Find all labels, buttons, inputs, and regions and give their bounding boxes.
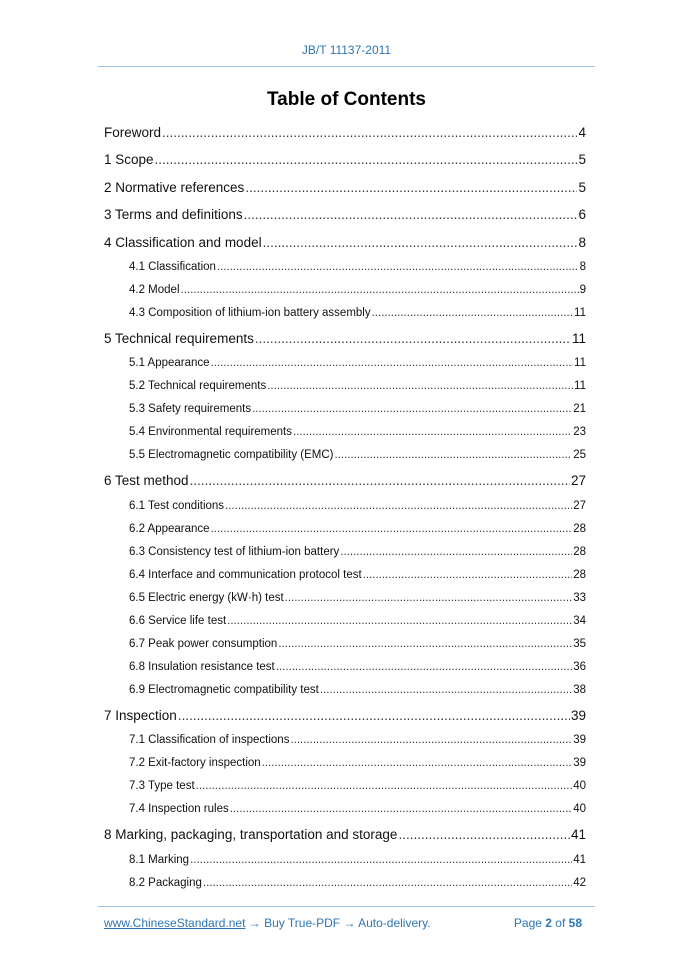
toc-dot-leader bbox=[335, 444, 573, 467]
toc-dot-leader bbox=[255, 325, 571, 352]
toc-entry-label: 4.2 Model bbox=[129, 283, 180, 296]
toc-dot-leader bbox=[340, 541, 572, 564]
of-label: of bbox=[551, 916, 569, 930]
toc-entry-page: 39 bbox=[573, 734, 586, 747]
toc-entry[interactable] bbox=[104, 279, 586, 302]
toc-entry[interactable] bbox=[104, 201, 586, 228]
toc-entry-label: 5.4 Environmental requirements bbox=[129, 426, 292, 439]
toc-entry-label: 6.9 Electromagnetic compatibility test bbox=[129, 683, 319, 696]
toc-entry[interactable] bbox=[104, 174, 586, 201]
toc-entry-label: 7.1 Classification of inspections bbox=[129, 734, 290, 747]
toc-entry-page: 11 bbox=[574, 380, 586, 393]
toc-dot-leader bbox=[267, 375, 573, 398]
toc-dot-leader bbox=[244, 201, 578, 228]
toc-entry[interactable] bbox=[104, 752, 586, 775]
toc-dot-leader bbox=[363, 564, 573, 587]
toc-entry[interactable] bbox=[104, 325, 586, 352]
toc-dot-leader bbox=[263, 229, 578, 256]
toc-entry[interactable] bbox=[104, 656, 586, 679]
footer-promo bbox=[104, 916, 431, 930]
toc-entry-label: 5 Technical requirements bbox=[104, 330, 254, 346]
toc-entry[interactable] bbox=[104, 679, 586, 702]
toc-entry-page: 28 bbox=[573, 568, 586, 581]
toc-entry-page: 21 bbox=[573, 403, 586, 416]
toc-entry[interactable] bbox=[104, 398, 586, 421]
toc-entry[interactable] bbox=[104, 518, 586, 541]
toc-entry[interactable] bbox=[104, 467, 586, 494]
toc-entry-label: 6.5 Electric energy (kW·h) test bbox=[129, 591, 284, 604]
toc-entry[interactable] bbox=[104, 146, 586, 173]
toc-dot-leader bbox=[155, 146, 578, 173]
toc-entry-page: 5 bbox=[578, 179, 586, 195]
toc-entry-label: 6.6 Service life test bbox=[129, 614, 227, 627]
toc-entry-page: 9 bbox=[579, 283, 586, 296]
toc-dot-leader bbox=[225, 495, 572, 518]
toc-dot-leader bbox=[290, 729, 572, 752]
toc-dot-leader bbox=[227, 610, 572, 633]
toc-entry-label: 5.2 Technical requirements bbox=[129, 380, 267, 393]
toc-entry-label: 7 Inspection bbox=[104, 707, 177, 723]
toc-entry-page: 23 bbox=[573, 426, 586, 439]
toc-entry-page: 28 bbox=[573, 522, 586, 535]
toc-entry-page: 27 bbox=[570, 473, 586, 489]
toc-entry-label: 6.4 Interface and communication protocol test bbox=[129, 568, 362, 581]
toc-entry[interactable] bbox=[104, 375, 586, 398]
toc-entry-page: 35 bbox=[573, 637, 586, 650]
toc-entry[interactable] bbox=[104, 352, 586, 375]
toc-entry[interactable] bbox=[104, 798, 586, 821]
toc-dot-leader bbox=[262, 752, 573, 775]
toc-entry-page: 27 bbox=[573, 499, 586, 512]
toc-entry-page: 11 bbox=[571, 330, 586, 346]
toc-entry-label: 4.1 Classification bbox=[129, 260, 216, 273]
toc-entry-label: Foreword bbox=[104, 125, 162, 140]
toc-entry-page: 6 bbox=[578, 207, 586, 223]
toc-entry-label: 7.2 Exit-factory inspection bbox=[129, 757, 261, 770]
toc-entry-label: 6.3 Consistency test of lithium-ion battery bbox=[129, 545, 340, 558]
total-pages-number: 58 bbox=[568, 916, 582, 930]
toc-entry[interactable] bbox=[104, 541, 586, 564]
toc-entry-label: 8.1 Marking bbox=[129, 853, 190, 866]
toc-entry-label: 8 Marking, packaging, transportation and storage bbox=[104, 827, 398, 843]
toc-entry[interactable] bbox=[104, 256, 586, 279]
toc-entry-page: 8 bbox=[579, 260, 586, 273]
toc-dot-leader bbox=[196, 775, 573, 798]
toc-dot-leader bbox=[285, 587, 573, 610]
toc-dot-leader bbox=[320, 679, 572, 702]
toc-dot-leader bbox=[162, 119, 577, 146]
toc-dot-leader bbox=[278, 633, 572, 656]
toc-entry[interactable] bbox=[104, 775, 586, 798]
toc-entry-page: 11 bbox=[574, 357, 586, 370]
toc-entry-page: 40 bbox=[573, 803, 586, 816]
toc-dot-leader bbox=[398, 821, 570, 848]
toc-entry[interactable] bbox=[104, 633, 586, 656]
toc-dot-leader bbox=[178, 702, 570, 729]
toc-dot-leader bbox=[190, 849, 572, 872]
toc-entry-page: 28 bbox=[573, 545, 586, 558]
toc-entry-page: 40 bbox=[573, 780, 586, 793]
toc-dot-leader bbox=[203, 872, 572, 895]
toc-dot-leader bbox=[181, 279, 579, 302]
toc-entry-label: 6.7 Peak power consumption bbox=[129, 637, 278, 650]
footer-divider bbox=[98, 906, 595, 907]
toc-dot-leader bbox=[372, 302, 573, 325]
toc-dot-leader bbox=[245, 174, 577, 201]
toc-entry-page: 39 bbox=[573, 757, 586, 770]
toc-entry-label: 5.3 Safety requirements bbox=[129, 403, 252, 416]
toc-entry[interactable] bbox=[104, 702, 586, 729]
current-page-number: 2 bbox=[545, 916, 552, 930]
toc-entry-page: 33 bbox=[573, 591, 586, 604]
header-divider bbox=[98, 66, 595, 67]
toc-entry-label: 7.4 Inspection rules bbox=[129, 803, 229, 816]
toc-entry[interactable] bbox=[104, 849, 586, 872]
toc-entry-page: 34 bbox=[573, 614, 586, 627]
document-header bbox=[0, 43, 693, 57]
toc-entry[interactable] bbox=[104, 119, 586, 146]
toc-entry[interactable] bbox=[104, 495, 586, 518]
toc-entry-page: 5 bbox=[578, 152, 586, 168]
toc-entry-label: 4.3 Composition of lithium-ion battery assembly bbox=[129, 306, 371, 319]
page-label: Page bbox=[513, 916, 546, 930]
toc-entry-label: 6.2 Appearance bbox=[129, 522, 210, 535]
toc-entry-page: 42 bbox=[573, 876, 586, 889]
toc-entry-page: 11 bbox=[574, 306, 586, 319]
toc-entry-label: 5.5 Electromagnetic compatibility (EMC) bbox=[129, 449, 334, 462]
toc-entry-label: 8.2 Packaging bbox=[129, 876, 202, 889]
toc-entry-page: 4 bbox=[578, 125, 586, 140]
toc-dot-leader bbox=[211, 352, 573, 375]
toc-entry[interactable] bbox=[104, 564, 586, 587]
toc-entry[interactable] bbox=[104, 729, 586, 752]
page-indicator bbox=[514, 916, 582, 930]
toc-entry-label: 7.3 Type test bbox=[129, 780, 195, 793]
standard-code: JB/T 11137-2011 bbox=[301, 43, 392, 57]
toc-entry-page: 25 bbox=[573, 449, 586, 462]
toc-entry[interactable] bbox=[104, 610, 586, 633]
toc-entry[interactable] bbox=[104, 587, 586, 610]
toc-entry-label: 6.1 Test conditions bbox=[129, 499, 225, 512]
promo-text: → Buy True-PDF → Auto-delivery. bbox=[245, 916, 431, 930]
page-title: Table of Contents bbox=[266, 89, 427, 110]
toc-dot-leader bbox=[230, 798, 572, 821]
page-footer bbox=[104, 916, 586, 934]
toc-entry-page: 41 bbox=[573, 853, 586, 866]
toc-entry[interactable] bbox=[104, 229, 586, 256]
toc-entry-label: 6 Test method bbox=[104, 473, 189, 489]
toc-entry-page: 41 bbox=[570, 827, 586, 843]
toc-entry-page: 39 bbox=[570, 707, 586, 723]
toc-entry-page: 36 bbox=[573, 660, 586, 673]
toc-dot-leader bbox=[211, 518, 573, 541]
toc-dot-leader bbox=[190, 467, 570, 494]
toc-entry[interactable] bbox=[104, 302, 586, 325]
table-of-contents bbox=[104, 119, 586, 895]
toc-entry[interactable] bbox=[104, 421, 586, 444]
toc-entry-label: 1 Scope bbox=[104, 152, 154, 168]
site-link[interactable]: www.ChineseStandard.net bbox=[104, 916, 246, 930]
toc-dot-leader bbox=[276, 656, 572, 679]
toc-entry[interactable] bbox=[104, 821, 586, 848]
toc-entry-label: 5.1 Appearance bbox=[129, 357, 210, 370]
toc-entry-page: 38 bbox=[573, 683, 586, 696]
toc-entry-label: 4 Classification and model bbox=[104, 234, 262, 250]
toc-dot-leader bbox=[293, 421, 572, 444]
toc-entry-label: 3 Terms and definitions bbox=[104, 207, 243, 223]
toc-entry-page: 8 bbox=[578, 234, 586, 250]
toc-entry[interactable] bbox=[104, 444, 586, 467]
toc-dot-leader bbox=[252, 398, 572, 421]
toc-entry-label: 2 Normative references bbox=[104, 179, 245, 195]
toc-dot-leader bbox=[217, 256, 579, 279]
toc-entry[interactable] bbox=[104, 872, 586, 895]
toc-entry-label: 6.8 Insulation resistance test bbox=[129, 660, 275, 673]
